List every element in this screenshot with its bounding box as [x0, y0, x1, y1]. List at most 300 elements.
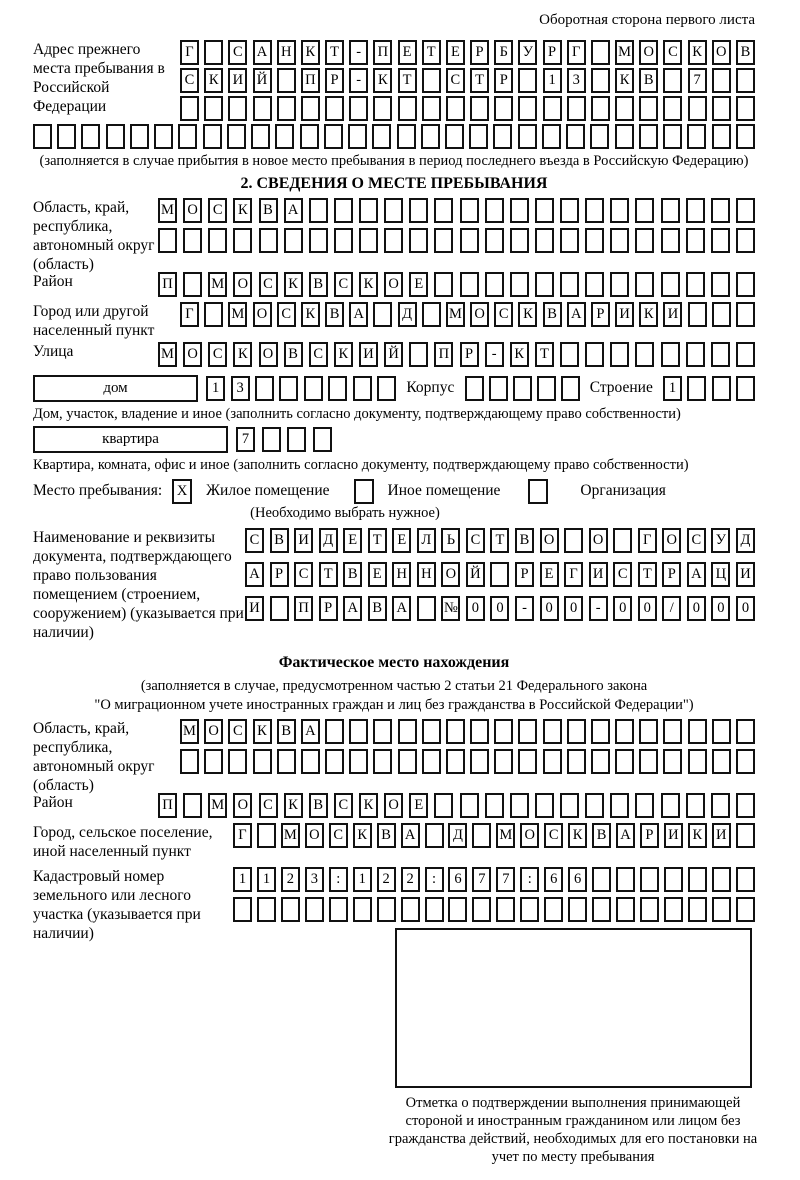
char-cell[interactable] [349, 749, 368, 774]
char-cell[interactable] [711, 272, 730, 297]
char-cell[interactable]: М [615, 40, 634, 65]
char-cell[interactable] [421, 124, 440, 149]
char-cell[interactable] [460, 228, 479, 253]
char-cell[interactable]: И [228, 68, 247, 93]
char-cell[interactable] [106, 124, 125, 149]
char-cell[interactable] [736, 823, 755, 848]
char-cell[interactable] [227, 124, 246, 149]
char-cell[interactable] [183, 272, 202, 297]
char-cell[interactable] [233, 897, 252, 922]
char-cell[interactable] [712, 719, 731, 744]
char-cell[interactable] [489, 376, 508, 401]
char-cell[interactable]: И [589, 562, 608, 587]
char-cell[interactable]: С [228, 719, 247, 744]
char-cell[interactable] [359, 198, 378, 223]
char-cell[interactable] [639, 124, 658, 149]
char-cell[interactable] [736, 749, 755, 774]
char-cell[interactable]: А [616, 823, 635, 848]
char-cell[interactable]: О [712, 40, 731, 65]
char-cell[interactable] [448, 897, 467, 922]
char-cell[interactable]: Е [392, 528, 411, 553]
char-cell[interactable]: 7 [472, 867, 491, 892]
char-cell[interactable]: 0 [540, 596, 559, 621]
char-cell[interactable] [688, 749, 707, 774]
char-cell[interactable]: К [688, 40, 707, 65]
zhiloe-checkbox[interactable]: X [172, 479, 192, 504]
char-cell[interactable] [661, 198, 680, 223]
char-cell[interactable] [537, 376, 556, 401]
char-cell[interactable] [446, 749, 465, 774]
char-cell[interactable]: К [359, 793, 378, 818]
char-cell[interactable] [422, 749, 441, 774]
char-cell[interactable] [465, 376, 484, 401]
char-cell[interactable] [712, 302, 731, 327]
char-cell[interactable]: О [384, 793, 403, 818]
char-cell[interactable] [663, 749, 682, 774]
char-cell[interactable] [736, 793, 755, 818]
char-cell[interactable]: 1 [543, 68, 562, 93]
char-cell[interactable]: В [515, 528, 534, 553]
char-cell[interactable]: К [688, 823, 707, 848]
char-cell[interactable]: 2 [281, 867, 300, 892]
char-cell[interactable]: В [259, 198, 278, 223]
char-cell[interactable]: Р [640, 823, 659, 848]
char-cell[interactable]: И [359, 342, 378, 367]
char-cell[interactable] [736, 272, 755, 297]
char-cell[interactable]: В [368, 596, 387, 621]
char-cell[interactable] [460, 198, 479, 223]
char-cell[interactable]: О [662, 528, 681, 553]
char-cell[interactable] [736, 68, 755, 93]
char-cell[interactable] [639, 96, 658, 121]
char-cell[interactable]: П [434, 342, 453, 367]
char-cell[interactable] [663, 719, 682, 744]
char-cell[interactable] [610, 272, 629, 297]
char-cell[interactable] [349, 719, 368, 744]
char-cell[interactable]: М [208, 272, 227, 297]
char-cell[interactable]: М [158, 342, 177, 367]
char-cell[interactable]: К [284, 272, 303, 297]
char-cell[interactable] [567, 749, 586, 774]
char-cell[interactable]: Е [409, 793, 428, 818]
char-cell[interactable]: : [425, 867, 444, 892]
organizatsiya-checkbox[interactable] [528, 479, 548, 504]
char-cell[interactable] [610, 793, 629, 818]
char-cell[interactable] [736, 342, 755, 367]
char-cell[interactable] [736, 198, 755, 223]
char-cell[interactable] [493, 124, 512, 149]
char-cell[interactable] [324, 124, 343, 149]
char-cell[interactable] [470, 719, 489, 744]
char-cell[interactable] [687, 376, 706, 401]
char-cell[interactable]: Р [319, 596, 338, 621]
char-cell[interactable]: С [294, 562, 313, 587]
char-cell[interactable] [372, 124, 391, 149]
char-cell[interactable]: В [377, 823, 396, 848]
char-cell[interactable] [543, 749, 562, 774]
char-cell[interactable]: 6 [544, 867, 563, 892]
char-cell[interactable] [639, 749, 658, 774]
char-cell[interactable] [615, 124, 634, 149]
char-cell[interactable]: А [567, 302, 586, 327]
char-cell[interactable]: Т [422, 40, 441, 65]
char-cell[interactable] [398, 96, 417, 121]
char-cell[interactable] [712, 96, 731, 121]
char-cell[interactable]: О [520, 823, 539, 848]
char-cell[interactable] [510, 272, 529, 297]
char-cell[interactable]: 1 [206, 376, 225, 401]
char-cell[interactable] [736, 302, 755, 327]
char-cell[interactable] [204, 40, 223, 65]
char-cell[interactable] [616, 897, 635, 922]
char-cell[interactable] [711, 342, 730, 367]
char-cell[interactable]: 3 [305, 867, 324, 892]
char-cell[interactable] [712, 376, 731, 401]
char-cell[interactable] [635, 793, 654, 818]
char-cell[interactable] [591, 749, 610, 774]
char-cell[interactable] [661, 228, 680, 253]
char-cell[interactable] [309, 228, 328, 253]
char-cell[interactable]: К [233, 198, 252, 223]
char-cell[interactable]: 1 [353, 867, 372, 892]
char-cell[interactable]: 0 [638, 596, 657, 621]
char-cell[interactable]: Т [638, 562, 657, 587]
char-cell[interactable]: А [301, 719, 320, 744]
char-cell[interactable] [712, 68, 731, 93]
char-cell[interactable]: В [543, 302, 562, 327]
char-cell[interactable]: Р [460, 342, 479, 367]
char-cell[interactable]: П [158, 793, 177, 818]
char-cell[interactable]: 0 [466, 596, 485, 621]
char-cell[interactable] [590, 124, 609, 149]
char-cell[interactable] [568, 897, 587, 922]
char-cell[interactable] [635, 198, 654, 223]
char-cell[interactable]: Р [543, 40, 562, 65]
char-cell[interactable]: 3 [567, 68, 586, 93]
char-cell[interactable]: Т [535, 342, 554, 367]
char-cell[interactable]: Н [392, 562, 411, 587]
char-cell[interactable] [460, 793, 479, 818]
char-cell[interactable] [711, 228, 730, 253]
char-cell[interactable] [543, 719, 562, 744]
char-cell[interactable]: С [208, 198, 227, 223]
char-cell[interactable] [544, 897, 563, 922]
char-cell[interactable] [561, 376, 580, 401]
char-cell[interactable]: И [615, 302, 634, 327]
char-cell[interactable] [543, 96, 562, 121]
char-cell[interactable] [686, 198, 705, 223]
char-cell[interactable] [377, 897, 396, 922]
char-cell[interactable] [560, 228, 579, 253]
char-cell[interactable]: 2 [377, 867, 396, 892]
char-cell[interactable] [610, 228, 629, 253]
char-cell[interactable] [661, 793, 680, 818]
char-cell[interactable] [494, 96, 513, 121]
char-cell[interactable] [348, 124, 367, 149]
char-cell[interactable]: Т [325, 40, 344, 65]
char-cell[interactable] [592, 867, 611, 892]
char-cell[interactable] [736, 228, 755, 253]
char-cell[interactable] [409, 342, 428, 367]
char-cell[interactable] [490, 562, 509, 587]
char-cell[interactable]: В [270, 528, 289, 553]
char-cell[interactable] [635, 342, 654, 367]
char-cell[interactable]: Т [470, 68, 489, 93]
char-cell[interactable]: К [373, 68, 392, 93]
char-cell[interactable] [663, 68, 682, 93]
char-cell[interactable] [736, 719, 755, 744]
inoe-checkbox[interactable] [354, 479, 374, 504]
char-cell[interactable]: П [158, 272, 177, 297]
char-cell[interactable]: 7 [496, 867, 515, 892]
char-cell[interactable] [425, 897, 444, 922]
char-cell[interactable]: Т [319, 562, 338, 587]
char-cell[interactable]: О [183, 198, 202, 223]
char-cell[interactable]: К [510, 342, 529, 367]
char-cell[interactable] [513, 376, 532, 401]
char-cell[interactable] [518, 124, 537, 149]
char-cell[interactable]: Й [384, 342, 403, 367]
char-cell[interactable]: С [259, 793, 278, 818]
char-cell[interactable]: 1 [233, 867, 252, 892]
char-cell[interactable] [57, 124, 76, 149]
char-cell[interactable]: В [309, 793, 328, 818]
char-cell[interactable] [183, 793, 202, 818]
char-cell[interactable]: 1 [257, 867, 276, 892]
char-cell[interactable] [275, 124, 294, 149]
char-cell[interactable]: У [711, 528, 730, 553]
char-cell[interactable]: С [245, 528, 264, 553]
char-cell[interactable]: Г [233, 823, 252, 848]
char-cell[interactable] [470, 96, 489, 121]
char-cell[interactable] [325, 96, 344, 121]
char-cell[interactable] [446, 719, 465, 744]
char-cell[interactable]: 7 [236, 427, 255, 452]
char-cell[interactable] [469, 124, 488, 149]
char-cell[interactable] [287, 427, 306, 452]
char-cell[interactable]: Р [470, 40, 489, 65]
char-cell[interactable]: 0 [564, 596, 583, 621]
char-cell[interactable] [398, 719, 417, 744]
char-cell[interactable]: О [253, 302, 272, 327]
char-cell[interactable] [736, 376, 755, 401]
char-cell[interactable] [253, 749, 272, 774]
char-cell[interactable]: П [294, 596, 313, 621]
char-cell[interactable]: А [349, 302, 368, 327]
char-cell[interactable]: С [277, 302, 296, 327]
char-cell[interactable]: А [392, 596, 411, 621]
char-cell[interactable] [711, 793, 730, 818]
char-cell[interactable]: Й [466, 562, 485, 587]
char-cell[interactable] [560, 793, 579, 818]
char-cell[interactable] [301, 749, 320, 774]
char-cell[interactable] [472, 897, 491, 922]
char-cell[interactable]: С [446, 68, 465, 93]
char-cell[interactable]: В [639, 68, 658, 93]
char-cell[interactable]: - [349, 40, 368, 65]
char-cell[interactable] [180, 96, 199, 121]
char-cell[interactable] [325, 719, 344, 744]
char-cell[interactable]: П [301, 68, 320, 93]
char-cell[interactable]: 1 [663, 376, 682, 401]
char-cell[interactable] [257, 823, 276, 848]
char-cell[interactable] [373, 302, 392, 327]
char-cell[interactable] [485, 272, 504, 297]
char-cell[interactable]: К [518, 302, 537, 327]
char-cell[interactable]: А [401, 823, 420, 848]
char-cell[interactable]: С [334, 793, 353, 818]
char-cell[interactable]: А [284, 198, 303, 223]
char-cell[interactable]: В [277, 719, 296, 744]
char-cell[interactable] [664, 897, 683, 922]
char-cell[interactable]: Ц [711, 562, 730, 587]
char-cell[interactable] [616, 867, 635, 892]
char-cell[interactable] [228, 96, 247, 121]
char-cell[interactable] [688, 719, 707, 744]
char-cell[interactable]: - [515, 596, 534, 621]
char-cell[interactable]: К [301, 40, 320, 65]
char-cell[interactable]: 2 [401, 867, 420, 892]
char-cell[interactable] [640, 867, 659, 892]
char-cell[interactable] [494, 719, 513, 744]
char-cell[interactable] [277, 68, 296, 93]
char-cell[interactable]: К [301, 302, 320, 327]
char-cell[interactable] [281, 897, 300, 922]
char-cell[interactable]: В [309, 272, 328, 297]
char-cell[interactable] [262, 427, 281, 452]
char-cell[interactable] [585, 198, 604, 223]
char-cell[interactable] [208, 228, 227, 253]
char-cell[interactable] [712, 124, 731, 149]
char-cell[interactable] [329, 897, 348, 922]
char-cell[interactable] [635, 228, 654, 253]
char-cell[interactable]: Г [638, 528, 657, 553]
char-cell[interactable] [686, 342, 705, 367]
char-cell[interactable] [663, 124, 682, 149]
char-cell[interactable] [257, 897, 276, 922]
char-cell[interactable] [325, 749, 344, 774]
char-cell[interactable]: Ь [441, 528, 460, 553]
char-cell[interactable]: 6 [568, 867, 587, 892]
char-cell[interactable] [203, 124, 222, 149]
char-cell[interactable] [736, 867, 755, 892]
char-cell[interactable]: А [343, 596, 362, 621]
char-cell[interactable]: Н [277, 40, 296, 65]
char-cell[interactable] [334, 198, 353, 223]
char-cell[interactable] [736, 96, 755, 121]
char-cell[interactable]: С [309, 342, 328, 367]
char-cell[interactable]: С [613, 562, 632, 587]
char-cell[interactable]: К [568, 823, 587, 848]
char-cell[interactable]: И [664, 823, 683, 848]
char-cell[interactable] [585, 793, 604, 818]
char-cell[interactable] [228, 749, 247, 774]
char-cell[interactable]: Г [180, 302, 199, 327]
char-cell[interactable]: К [334, 342, 353, 367]
char-cell[interactable]: С [466, 528, 485, 553]
char-cell[interactable] [560, 272, 579, 297]
char-cell[interactable] [434, 228, 453, 253]
char-cell[interactable] [253, 96, 272, 121]
char-cell[interactable]: О [204, 719, 223, 744]
char-cell[interactable]: О [183, 342, 202, 367]
char-cell[interactable] [270, 596, 289, 621]
char-cell[interactable] [535, 272, 554, 297]
char-cell[interactable] [688, 867, 707, 892]
char-cell[interactable]: О [589, 528, 608, 553]
char-cell[interactable] [251, 124, 270, 149]
char-cell[interactable]: К [353, 823, 372, 848]
char-cell[interactable] [520, 897, 539, 922]
char-cell[interactable]: Д [736, 528, 755, 553]
char-cell[interactable] [130, 124, 149, 149]
char-cell[interactable] [494, 749, 513, 774]
char-cell[interactable] [661, 342, 680, 367]
char-cell[interactable]: А [253, 40, 272, 65]
char-cell[interactable] [639, 719, 658, 744]
char-cell[interactable]: О [233, 793, 252, 818]
char-cell[interactable]: М [446, 302, 465, 327]
char-cell[interactable]: В [736, 40, 755, 65]
char-cell[interactable] [425, 823, 444, 848]
char-cell[interactable]: Й [253, 68, 272, 93]
char-cell[interactable] [592, 897, 611, 922]
char-cell[interactable] [434, 793, 453, 818]
char-cell[interactable]: С [334, 272, 353, 297]
char-cell[interactable] [635, 272, 654, 297]
char-cell[interactable]: Г [180, 40, 199, 65]
char-cell[interactable]: О [540, 528, 559, 553]
char-cell[interactable] [485, 793, 504, 818]
char-cell[interactable]: Б [494, 40, 513, 65]
char-cell[interactable] [585, 272, 604, 297]
char-cell[interactable]: В [325, 302, 344, 327]
char-cell[interactable] [305, 897, 324, 922]
char-cell[interactable] [567, 96, 586, 121]
char-cell[interactable]: Д [319, 528, 338, 553]
char-cell[interactable] [591, 719, 610, 744]
char-cell[interactable]: 0 [687, 596, 706, 621]
char-cell[interactable] [686, 228, 705, 253]
char-cell[interactable] [460, 272, 479, 297]
char-cell[interactable] [712, 867, 731, 892]
char-cell[interactable] [178, 124, 197, 149]
char-cell[interactable]: Д [448, 823, 467, 848]
char-cell[interactable] [510, 228, 529, 253]
char-cell[interactable] [663, 96, 682, 121]
char-cell[interactable]: И [294, 528, 313, 553]
char-cell[interactable] [591, 96, 610, 121]
char-cell[interactable]: С [663, 40, 682, 65]
char-cell[interactable] [422, 68, 441, 93]
char-cell[interactable]: В [343, 562, 362, 587]
char-cell[interactable] [687, 124, 706, 149]
char-cell[interactable] [154, 124, 173, 149]
char-cell[interactable]: О [259, 342, 278, 367]
char-cell[interactable] [712, 897, 731, 922]
char-cell[interactable] [518, 749, 537, 774]
char-cell[interactable] [384, 198, 403, 223]
char-cell[interactable]: Н [417, 562, 436, 587]
char-cell[interactable]: И [663, 302, 682, 327]
char-cell[interactable] [688, 96, 707, 121]
char-cell[interactable]: О [470, 302, 489, 327]
char-cell[interactable] [259, 228, 278, 253]
char-cell[interactable] [688, 302, 707, 327]
char-cell[interactable] [496, 897, 515, 922]
char-cell[interactable]: К [253, 719, 272, 744]
char-cell[interactable] [560, 198, 579, 223]
